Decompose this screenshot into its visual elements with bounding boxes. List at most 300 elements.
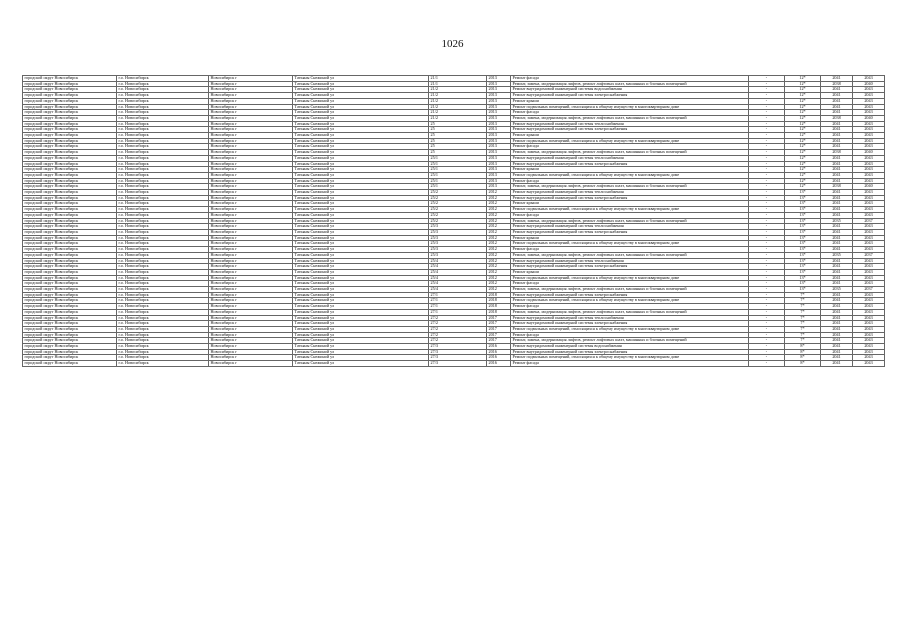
period-start-cell: 2041 [821, 110, 853, 116]
year-cell: 2012 [487, 269, 511, 275]
district-cell: городской округ Новосибирск [23, 207, 117, 213]
year-cell: 2013 [487, 150, 511, 156]
period-end-cell: 2037 [853, 252, 885, 258]
house-cell: 25 [429, 138, 487, 144]
district-cell: городской округ Новосибирск [23, 98, 117, 104]
settlement-cell: г.о. Новосибирск [117, 292, 209, 298]
repair-schedule-table [22, 75, 885, 367]
house-cell: 25 [429, 150, 487, 156]
term-cell: 12* [785, 76, 821, 82]
house-cell: 25/3 [429, 252, 487, 258]
street-cell: Татьяны Снежиной ул [293, 326, 429, 332]
period-end-cell: 2043 [853, 304, 885, 310]
period-start-cell: 2041 [821, 304, 853, 310]
street-cell: Татьяны Снежиной ул [293, 93, 429, 99]
settlement-cell: г.о. Новосибирск [117, 344, 209, 350]
period-end-cell: 2043 [853, 281, 885, 287]
period-start-cell: 2041 [821, 87, 853, 93]
note-cell: - [749, 184, 785, 190]
city-cell: Новосибирск г [209, 167, 293, 173]
street-cell: Татьяны Снежиной ул [293, 269, 429, 275]
note-cell: - [749, 247, 785, 253]
house-cell: 25/2 [429, 218, 487, 224]
term-cell: 13* [785, 212, 821, 218]
year-cell: 2013 [487, 76, 511, 82]
settlement-cell: г.о. Новосибирск [117, 247, 209, 253]
note-cell: - [749, 76, 785, 82]
term-cell: 12* [785, 150, 821, 156]
house-cell: 25 [429, 127, 487, 133]
street-cell: Татьяны Снежиной ул [293, 224, 429, 230]
period-start-cell: 2041 [821, 98, 853, 104]
term-cell: 13* [785, 224, 821, 230]
settlement-cell: г.о. Новосибирск [117, 338, 209, 344]
term-cell: 12* [785, 138, 821, 144]
note-cell: - [749, 269, 785, 275]
street-cell: Татьяны Снежиной ул [293, 184, 429, 190]
street-cell: Татьяны Снежиной ул [293, 235, 429, 241]
period-start-cell: 2041 [821, 315, 853, 321]
period-end-cell: 2040 [853, 184, 885, 190]
city-cell: Новосибирск г [209, 338, 293, 344]
term-cell: 13* [785, 281, 821, 287]
period-end-cell: 2043 [853, 98, 885, 104]
house-cell: 27/1 [429, 309, 487, 315]
work-type-cell: Ремонт подвальных помещений, относящихся к общему имуществу в многоквартирном доме [511, 298, 749, 304]
street-cell: Татьяны Снежиной ул [293, 144, 429, 150]
street-cell: Татьяны Снежиной ул [293, 161, 429, 167]
settlement-cell: г.о. Новосибирск [117, 321, 209, 327]
settlement-cell: г.о. Новосибирск [117, 138, 209, 144]
street-cell: Татьяны Снежиной ул [293, 258, 429, 264]
city-cell: Новосибирск г [209, 144, 293, 150]
house-cell: 21/2 [429, 104, 487, 110]
period-end-cell: 2043 [853, 235, 885, 241]
year-cell: 2013 [487, 184, 511, 190]
settlement-cell: г.о. Новосибирск [117, 190, 209, 196]
term-cell: 13* [785, 287, 821, 293]
district-cell: городской округ Новосибирск [23, 264, 117, 270]
note-cell: - [749, 172, 785, 178]
note-cell: - [749, 235, 785, 241]
year-cell: 2012 [487, 287, 511, 293]
settlement-cell: г.о. Новосибирск [117, 269, 209, 275]
year-cell: 2012 [487, 212, 511, 218]
city-cell: Новосибирск г [209, 247, 293, 253]
work-type-cell: Ремонт внутридомовой инженерной системы теплоснабжения [511, 155, 749, 161]
house-cell: 25/3 [429, 235, 487, 241]
street-cell: Татьяны Снежиной ул [293, 150, 429, 156]
city-cell: Новосибирск г [209, 76, 293, 82]
year-cell: 2018 [487, 304, 511, 310]
city-cell: Новосибирск г [209, 298, 293, 304]
period-start-cell: 2041 [821, 224, 853, 230]
settlement-cell: г.о. Новосибирск [117, 178, 209, 184]
year-cell: 2013 [487, 172, 511, 178]
work-type-cell: Ремонт внутридомовой инженерной системы электроснабжения [511, 292, 749, 298]
term-cell: 7* [785, 326, 821, 332]
house-cell: 27/3 [429, 355, 487, 361]
work-type-cell: Ремонт крыши [511, 133, 749, 139]
district-cell: городской округ Новосибирск [23, 87, 117, 93]
city-cell: Новосибирск г [209, 98, 293, 104]
period-start-cell: 2038 [821, 81, 853, 87]
period-start-cell: 2041 [821, 178, 853, 184]
period-end-cell: 2043 [853, 241, 885, 247]
work-type-cell: Ремонт, замена, модернизация лифтов, ремонт лифтовых шахт, машинных и блочных помещений [511, 338, 749, 344]
note-cell: - [749, 212, 785, 218]
period-start-cell: 2041 [821, 167, 853, 173]
note-cell: - [749, 349, 785, 355]
settlement-cell: г.о. Новосибирск [117, 304, 209, 310]
table-body [23, 76, 885, 367]
house-cell: 25/2 [429, 207, 487, 213]
period-end-cell: 2043 [853, 321, 885, 327]
note-cell: - [749, 338, 785, 344]
district-cell: городской округ Новосибирск [23, 218, 117, 224]
year-cell: 2012 [487, 241, 511, 247]
street-cell: Татьяны Снежиной ул [293, 298, 429, 304]
settlement-cell: г.о. Новосибирск [117, 258, 209, 264]
year-cell: 2012 [487, 201, 511, 207]
house-cell: 25/4 [429, 269, 487, 275]
term-cell: 13* [785, 229, 821, 235]
term-cell: 12* [785, 178, 821, 184]
house-cell: 25/1 [429, 167, 487, 173]
city-cell: Новосибирск г [209, 133, 293, 139]
house-cell: 25/4 [429, 281, 487, 287]
period-end-cell: 2043 [853, 355, 885, 361]
period-start-cell: 2041 [821, 281, 853, 287]
city-cell: Новосибирск г [209, 332, 293, 338]
note-cell: - [749, 224, 785, 230]
district-cell: городской округ Новосибирск [23, 133, 117, 139]
work-type-cell: Ремонт фасада [511, 110, 749, 116]
settlement-cell: г.о. Новосибирск [117, 207, 209, 213]
work-type-cell: Ремонт подвальных помещений, относящихся к общему имуществу в многоквартирном доме [511, 172, 749, 178]
term-cell: 12* [785, 115, 821, 121]
street-cell: Татьяны Снежиной ул [293, 229, 429, 235]
street-cell: Татьяны Снежиной ул [293, 87, 429, 93]
district-cell: городской округ Новосибирск [23, 298, 117, 304]
note-cell: - [749, 110, 785, 116]
term-cell: 12* [785, 155, 821, 161]
note-cell: - [749, 93, 785, 99]
street-cell: Татьяны Снежиной ул [293, 115, 429, 121]
work-type-cell: Ремонт, замена, модернизация лифтов, ремонт лифтовых шахт, машинных и блочных помещений [511, 115, 749, 121]
term-cell: 13* [785, 258, 821, 264]
note-cell: - [749, 332, 785, 338]
note-cell: - [749, 361, 785, 367]
street-cell: Татьяны Снежиной ул [293, 338, 429, 344]
term-cell: 12* [785, 167, 821, 173]
street-cell: Татьяны Снежиной ул [293, 167, 429, 173]
work-type-cell: Ремонт внутридомовой инженерной системы теплоснабжения [511, 315, 749, 321]
work-type-cell: Ремонт фасада [511, 76, 749, 82]
period-start-cell: 2041 [821, 201, 853, 207]
district-cell: городской округ Новосибирск [23, 252, 117, 258]
street-cell: Татьяны Снежиной ул [293, 309, 429, 315]
period-start-cell: 2041 [821, 190, 853, 196]
term-cell: 7* [785, 292, 821, 298]
district-cell: городской округ Новосибирск [23, 281, 117, 287]
note-cell: - [749, 281, 785, 287]
district-cell: городской округ Новосибирск [23, 224, 117, 230]
district-cell: городской округ Новосибирск [23, 178, 117, 184]
period-end-cell: 2043 [853, 269, 885, 275]
term-cell: 12* [785, 184, 821, 190]
house-cell: 25/1 [429, 172, 487, 178]
street-cell: Татьяны Снежиной ул [293, 127, 429, 133]
period-start-cell: 2041 [821, 292, 853, 298]
period-start-cell: 2041 [821, 207, 853, 213]
settlement-cell: г.о. Новосибирск [117, 241, 209, 247]
work-type-cell: Ремонт внутридомовой инженерной системы электроснабжения [511, 349, 749, 355]
settlement-cell: г.о. Новосибирск [117, 212, 209, 218]
term-cell: 7* [785, 304, 821, 310]
period-end-cell: 2043 [853, 258, 885, 264]
work-type-cell: Ремонт внутридомовой инженерной системы водоснабжения [511, 87, 749, 93]
settlement-cell: г.о. Новосибирск [117, 201, 209, 207]
period-end-cell: 2043 [853, 315, 885, 321]
work-type-cell: Ремонт внутридомовой инженерной системы теплоснабжения [511, 121, 749, 127]
year-cell: 2017 [487, 315, 511, 321]
year-cell: 2013 [487, 98, 511, 104]
note-cell: - [749, 87, 785, 93]
house-cell: 27/1 [429, 292, 487, 298]
work-type-cell: Ремонт крыши [511, 167, 749, 173]
year-cell: 2018 [487, 292, 511, 298]
street-cell: Татьяны Снежиной ул [293, 315, 429, 321]
term-cell: 8* [785, 349, 821, 355]
district-cell: городской округ Новосибирск [23, 326, 117, 332]
period-end-cell: 2043 [853, 138, 885, 144]
city-cell: Новосибирск г [209, 287, 293, 293]
year-cell: 2012 [487, 190, 511, 196]
street-cell: Татьяны Снежиной ул [293, 241, 429, 247]
year-cell: 2013 [487, 121, 511, 127]
work-type-cell: Ремонт внутридомовой инженерной системы электроснабжения [511, 229, 749, 235]
city-cell: Новосибирск г [209, 87, 293, 93]
city-cell: Новосибирск г [209, 281, 293, 287]
district-cell: городской округ Новосибирск [23, 212, 117, 218]
term-cell: 13* [785, 190, 821, 196]
city-cell: Новосибирск г [209, 264, 293, 270]
work-type-cell: Ремонт подвальных помещений, относящихся к общему имуществу в многоквартирном доме [511, 138, 749, 144]
note-cell: - [749, 133, 785, 139]
settlement-cell: г.о. Новосибирск [117, 326, 209, 332]
term-cell: 7* [785, 321, 821, 327]
year-cell: 2012 [487, 264, 511, 270]
period-end-cell: 2043 [853, 349, 885, 355]
house-cell: 25/1 [429, 178, 487, 184]
settlement-cell: г.о. Новосибирск [117, 287, 209, 293]
period-end-cell: 2043 [853, 190, 885, 196]
house-cell: 27/2 [429, 338, 487, 344]
year-cell: 2013 [487, 161, 511, 167]
district-cell: городской округ Новосибирск [23, 332, 117, 338]
street-cell: Татьяны Снежиной ул [293, 212, 429, 218]
street-cell: Татьяны Снежиной ул [293, 81, 429, 87]
note-cell: - [749, 178, 785, 184]
district-cell: городской округ Новосибирск [23, 349, 117, 355]
district-cell: городской округ Новосибирск [23, 150, 117, 156]
district-cell: городской округ Новосибирск [23, 104, 117, 110]
house-cell: 27/2 [429, 321, 487, 327]
period-start-cell: 2041 [821, 93, 853, 99]
period-end-cell: 2040 [853, 81, 885, 87]
work-type-cell: Ремонт фасада [511, 247, 749, 253]
house-cell: 27/2 [429, 326, 487, 332]
period-start-cell: 2041 [821, 258, 853, 264]
city-cell: Новосибирск г [209, 104, 293, 110]
period-start-cell: 2041 [821, 338, 853, 344]
city-cell: Новосибирск г [209, 229, 293, 235]
period-end-cell: 2043 [853, 167, 885, 173]
note-cell: - [749, 127, 785, 133]
note-cell: - [749, 241, 785, 247]
district-cell: городской округ Новосибирск [23, 321, 117, 327]
period-end-cell: 2043 [853, 127, 885, 133]
settlement-cell: г.о. Новосибирск [117, 167, 209, 173]
period-start-cell: 2038 [821, 150, 853, 156]
period-end-cell: 2040 [853, 150, 885, 156]
work-type-cell: Ремонт подвальных помещений, относящихся к общему имуществу в многоквартирном доме [511, 207, 749, 213]
note-cell: - [749, 81, 785, 87]
district-cell: городской округ Новосибирск [23, 269, 117, 275]
settlement-cell: г.о. Новосибирск [117, 195, 209, 201]
period-end-cell: 2043 [853, 275, 885, 281]
work-type-cell: Ремонт фасада [511, 361, 749, 367]
house-cell: 25/1 [429, 155, 487, 161]
city-cell: Новосибирск г [209, 361, 293, 367]
street-cell: Татьяны Снежиной ул [293, 287, 429, 293]
city-cell: Новосибирск г [209, 155, 293, 161]
city-cell: Новосибирск г [209, 127, 293, 133]
period-end-cell: 2043 [853, 195, 885, 201]
year-cell: 2012 [487, 218, 511, 224]
note-cell: - [749, 104, 785, 110]
house-cell: 27/2 [429, 315, 487, 321]
period-start-cell: 2041 [821, 104, 853, 110]
city-cell: Новосибирск г [209, 258, 293, 264]
term-cell: 8* [785, 361, 821, 367]
settlement-cell: г.о. Новосибирск [117, 224, 209, 230]
period-end-cell: 2043 [853, 212, 885, 218]
house-cell: 25/1 [429, 161, 487, 167]
settlement-cell: г.о. Новосибирск [117, 161, 209, 167]
street-cell: Татьяны Снежиной ул [293, 172, 429, 178]
district-cell: городской округ Новосибирск [23, 361, 117, 367]
note-cell: - [749, 252, 785, 258]
house-cell: 25/3 [429, 241, 487, 247]
year-cell: 2013 [487, 144, 511, 150]
term-cell: 12* [785, 144, 821, 150]
settlement-cell: г.о. Новосибирск [117, 298, 209, 304]
street-cell: Татьяны Снежиной ул [293, 355, 429, 361]
city-cell: Новосибирск г [209, 269, 293, 275]
settlement-cell: г.о. Новосибирск [117, 104, 209, 110]
period-end-cell: 2043 [853, 178, 885, 184]
page-number: 1026 [441, 38, 464, 50]
district-cell: городской округ Новосибирск [23, 110, 117, 116]
work-type-cell: Ремонт, замена, модернизация лифтов, ремонт лифтовых шахт, машинных и блочных помещений [511, 184, 749, 190]
work-type-cell: Ремонт внутридомовой инженерной системы электроснабжения [511, 321, 749, 327]
period-start-cell: 2041 [821, 195, 853, 201]
period-start-cell: 2041 [821, 121, 853, 127]
street-cell: Татьяны Снежиной ул [293, 218, 429, 224]
period-end-cell: 2043 [853, 298, 885, 304]
note-cell: - [749, 298, 785, 304]
term-cell: 12* [785, 172, 821, 178]
year-cell: 2013 [487, 81, 511, 87]
settlement-cell: г.о. Новосибирск [117, 309, 209, 315]
work-type-cell: Ремонт внутридомовой инженерной системы теплоснабжения [511, 224, 749, 230]
term-cell: 12* [785, 161, 821, 167]
work-type-cell: Ремонт крыши [511, 201, 749, 207]
term-cell: 13* [785, 241, 821, 247]
street-cell: Татьяны Снежиной ул [293, 349, 429, 355]
period-start-cell: 2041 [821, 235, 853, 241]
year-cell: 2012 [487, 247, 511, 253]
house-cell: 27/3 [429, 344, 487, 350]
period-start-cell: 2041 [821, 344, 853, 350]
work-type-cell: Ремонт подвальных помещений, относящихся к общему имуществу в многоквартирном доме [511, 241, 749, 247]
work-type-cell: Ремонт фасада [511, 332, 749, 338]
period-end-cell: 2037 [853, 218, 885, 224]
district-cell: городской округ Новосибирск [23, 201, 117, 207]
period-start-cell: 2035 [821, 252, 853, 258]
note-cell: - [749, 195, 785, 201]
term-cell: 13* [785, 207, 821, 213]
district-cell: городской округ Новосибирск [23, 167, 117, 173]
house-cell: 25/3 [429, 247, 487, 253]
period-end-cell: 2043 [853, 338, 885, 344]
settlement-cell: г.о. Новосибирск [117, 127, 209, 133]
term-cell: 13* [785, 275, 821, 281]
street-cell: Татьяны Снежиной ул [293, 76, 429, 82]
year-cell: 2012 [487, 207, 511, 213]
year-cell: 2016 [487, 344, 511, 350]
city-cell: Новосибирск г [209, 292, 293, 298]
period-end-cell: 2043 [853, 344, 885, 350]
period-start-cell: 2038 [821, 184, 853, 190]
district-cell: городской округ Новосибирск [23, 93, 117, 99]
year-cell: 2013 [487, 127, 511, 133]
period-start-cell: 2041 [821, 229, 853, 235]
period-start-cell: 2041 [821, 309, 853, 315]
city-cell: Новосибирск г [209, 252, 293, 258]
district-cell: городской округ Новосибирск [23, 161, 117, 167]
period-start-cell: 2041 [821, 326, 853, 332]
term-cell: 13* [785, 247, 821, 253]
house-cell: 21/1 [429, 81, 487, 87]
year-cell: 2017 [487, 332, 511, 338]
house-cell: 25/4 [429, 258, 487, 264]
city-cell: Новосибирск г [209, 218, 293, 224]
term-cell: 13* [785, 218, 821, 224]
year-cell: 2012 [487, 281, 511, 287]
settlement-cell: г.о. Новосибирск [117, 155, 209, 161]
district-cell: городской округ Новосибирск [23, 315, 117, 321]
period-start-cell: 2041 [821, 298, 853, 304]
note-cell: - [749, 144, 785, 150]
period-start-cell: 2035 [821, 287, 853, 293]
street-cell: Татьяны Снежиной ул [293, 110, 429, 116]
district-cell: городской округ Новосибирск [23, 138, 117, 144]
street-cell: Татьяны Снежиной ул [293, 195, 429, 201]
district-cell: городской округ Новосибирск [23, 115, 117, 121]
